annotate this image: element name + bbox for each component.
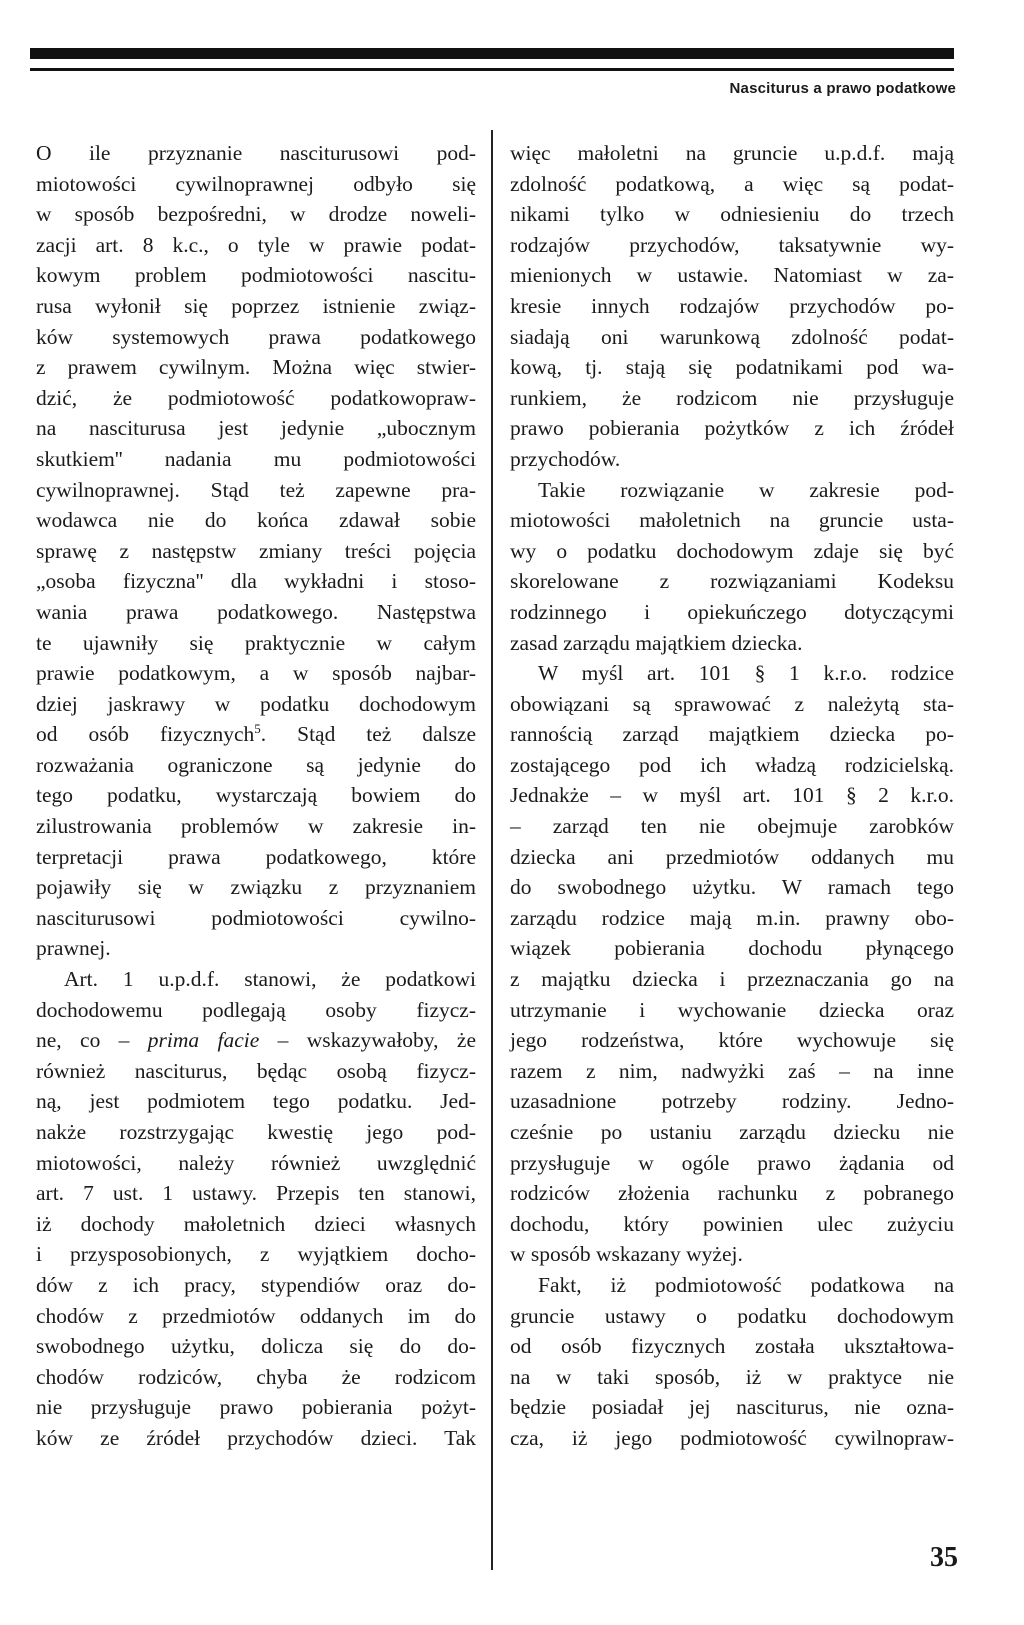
text-line: nakże rozstrzygając kwestię jego pod- bbox=[36, 1120, 476, 1144]
text-line: rodziców złożenia rachunku z pobranego bbox=[510, 1181, 954, 1206]
text-line: przychodów. bbox=[510, 446, 621, 471]
text-line: rodzinnego i opiekuńczego dotyczącymi bbox=[510, 599, 954, 624]
footnote-reference: 5 bbox=[254, 721, 261, 737]
text-line: rusa wyłonił się poprzez istnienie związ- bbox=[36, 293, 476, 318]
text-line: ków systemowych prawa podatkowego bbox=[36, 324, 476, 349]
text-line: na nasciturusa jest jedynie „ubocznym bbox=[36, 416, 476, 441]
text-line: rodzajów przychodów, taksatywnie wy- bbox=[510, 232, 954, 257]
text-line: „osoba fizyczna'' dla wykładni i stoso- bbox=[36, 569, 476, 594]
text-line: kresie innych rodzajów przychodów po- bbox=[510, 293, 954, 318]
text-line: nasciturusowi podmiotowości cywilno- bbox=[36, 905, 476, 930]
text-line: ną, jest podmiotem tego podatku. Jed- bbox=[36, 1089, 476, 1114]
text-line: nikami tylko w odniesieniu do trzech bbox=[510, 202, 954, 227]
text-line: iż dochody małoletnich dzieci własnych bbox=[36, 1211, 476, 1236]
text-line: gruncie ustawy o podatku dochodowym bbox=[510, 1303, 954, 1328]
text-line: zacji art. 8 k.c., o tyle w prawie podat- bbox=[36, 232, 476, 257]
text-line: dzić, że podmiotowość podatkowopraw- bbox=[36, 385, 476, 410]
text-line: prawnej. bbox=[36, 936, 111, 961]
text-line: nie przysługuje prawo pobierania pożyt- bbox=[36, 1395, 476, 1420]
text-line: pojawiły się w związku z przyznaniem bbox=[36, 875, 476, 900]
text-line: wy o podatku dochodowym zdaje się być bbox=[510, 538, 954, 563]
text-line: skorelowane z rozwiązaniami Kodeksu bbox=[510, 569, 954, 594]
text-line: jego rodzeństwa, które wychowuje się bbox=[510, 1028, 954, 1053]
text-line: kowym problem podmiotowości nascitu- bbox=[36, 263, 476, 288]
right-column bbox=[510, 138, 954, 1454]
text-line: do swobodnego użytku. W ramach tego bbox=[510, 875, 954, 900]
text-line: Takie rozwiązanie w zakresie pod- bbox=[538, 477, 954, 502]
text-line: skutkiem'' nadania mu podmiotowości bbox=[36, 446, 476, 471]
text-line: O ile przyznanie nasciturusowi pod- bbox=[36, 141, 476, 165]
text-line: zostającego pod ich władzą rodzicielską. bbox=[510, 752, 954, 777]
text-line: z prawem cywilnym. Można więc stwier- bbox=[36, 355, 476, 380]
text-line: zasad zarządu majątkiem dziecka. bbox=[510, 630, 803, 655]
running-title: Nasciturus a prawo podatkowe bbox=[729, 80, 956, 97]
text-line: te ujawniły się praktycznie w całym bbox=[36, 630, 476, 655]
text-line: rannością zarząd majątkiem dziecka po- bbox=[510, 722, 954, 747]
text-line: chodów rodziców, chyba że rodzicom bbox=[36, 1364, 476, 1389]
text-line: cza, iż jego podmiotowość cywilnopraw- bbox=[510, 1425, 954, 1450]
text-line: W myśl art. 101 § 1 k.r.o. rodzice bbox=[538, 661, 954, 686]
text-line: dów z ich pracy, stypendiów oraz do- bbox=[36, 1272, 476, 1297]
text-line: prawie podatkowym, a w sposób najbar- bbox=[36, 661, 476, 686]
text-segment: od osób fizycznych bbox=[36, 722, 255, 747]
text-line: wodawca nie do końca zdawał sobie bbox=[36, 508, 476, 533]
text-line-with-italic bbox=[36, 1025, 476, 1056]
text-line: obowiązani są sprawować z należytą sta- bbox=[510, 691, 954, 716]
text-line: cześnie po ustaniu zarządu dziecku nie bbox=[510, 1120, 954, 1144]
text-line: i przysposobionych, z wyjątkiem docho- bbox=[36, 1242, 476, 1267]
text-line-with-footnote bbox=[36, 719, 476, 750]
text-line: dziecka ani przedmiotów oddanych mu bbox=[510, 844, 954, 869]
header-rule-thick bbox=[30, 48, 954, 59]
text-line: tego podatku, wystarczają bowiem do bbox=[36, 783, 476, 808]
text-line: terpretacji prawa podatkowego, które bbox=[36, 844, 476, 869]
text-line: miotowości cywilnoprawnej odbyło się bbox=[36, 171, 476, 196]
text-line: na w taki sposób, iż w praktyce nie bbox=[510, 1364, 954, 1389]
text-line: dziej jaskrawy w podatku dochodowym bbox=[36, 691, 476, 716]
text-line: uzasadnione potrzeby rodziny. Jedno- bbox=[510, 1089, 954, 1114]
text-line: cywilnoprawnej. Stąd też zapewne pra- bbox=[36, 477, 476, 502]
text-line: w sposób bezpośredni, w drodze noweli- bbox=[36, 202, 476, 227]
text-line: również nasciturus, będąc osobą fizycz- bbox=[36, 1058, 476, 1083]
text-line: Art. 1 u.p.d.f. stanowi, że podatkowi bbox=[64, 967, 476, 992]
text-line: siadają oni warunkową zdolność podat- bbox=[510, 324, 954, 349]
text-line: runkiem, że rodzicom nie przysługuje bbox=[510, 385, 954, 410]
text-line: przysługuje w ogóle prawo żądania od bbox=[510, 1150, 954, 1175]
text-line: miotowości małoletnich na gruncie usta- bbox=[510, 508, 954, 533]
italic-phrase: prima facie bbox=[147, 1028, 260, 1053]
column-divider bbox=[491, 130, 493, 1570]
text-segment: – wskazywałoby, że bbox=[259, 1028, 476, 1053]
text-line: od osób fizycznych została ukształtowa- bbox=[510, 1334, 954, 1359]
text-line: utrzymanie i wychowanie dziecka oraz bbox=[510, 997, 954, 1022]
text-line: ków ze źródeł przychodów dzieci. Tak bbox=[36, 1425, 476, 1450]
header-rule-thin bbox=[30, 68, 954, 71]
page-number: 35 bbox=[930, 1542, 958, 1573]
text-line: więc małoletni na gruncie u.p.d.f. mają bbox=[510, 141, 954, 165]
text-line: art. 7 ust. 1 ustawy. Przepis ten stanowi, bbox=[36, 1181, 476, 1206]
text-line: Jednakże – w myśl art. 101 § 2 k.r.o. bbox=[510, 783, 954, 808]
text-line: miotowości, należy również uwzględnić bbox=[36, 1150, 476, 1175]
text-line: sprawę z następstw zmiany treści pojęcia bbox=[36, 538, 476, 563]
text-line: w sposób wskazany wyżej. bbox=[510, 1242, 743, 1267]
text-line: kową, tj. stają się podatnikami pod wa- bbox=[510, 355, 954, 380]
text-line: będzie posiadał jej nasciturus, nie ozna- bbox=[510, 1395, 954, 1420]
text-line: Fakt, iż podmiotowość podatkowa na bbox=[538, 1272, 954, 1297]
text-line: wiązek pobierania dochodu płynącego bbox=[510, 936, 954, 961]
text-line: – zarząd ten nie obejmuje zarobków bbox=[510, 814, 954, 839]
text-line: rozważania ograniczone są jedynie do bbox=[36, 752, 476, 777]
text-line: mienionych w ustawie. Natomiast w za- bbox=[510, 263, 954, 288]
text-line: wania prawa podatkowego. Następstwa bbox=[36, 599, 476, 624]
text-line: razem z nim, nadwyżki zaś – na inne bbox=[510, 1058, 954, 1083]
text-line: dochodowemu podlegają osoby fizycz- bbox=[36, 997, 476, 1022]
text-line: prawo pobierania pożytków z ich źródeł bbox=[510, 416, 954, 441]
text-segment: . Stąd też dalsze bbox=[260, 722, 476, 747]
text-line: z majątku dziecka i przeznaczania go na bbox=[510, 967, 954, 992]
text-line: zdolność podatkową, a więc są podat- bbox=[510, 171, 954, 196]
text-segment: ne, co – bbox=[36, 1028, 148, 1053]
text-line: swobodnego użytku, dolicza się do do- bbox=[36, 1334, 476, 1359]
text-line: chodów z przedmiotów oddanych im do bbox=[36, 1303, 476, 1328]
text-line: zarządu rodzice mają m.in. prawny obo- bbox=[510, 905, 954, 930]
text-line: zilustrowania problemów w zakresie in- bbox=[36, 814, 476, 839]
left-column bbox=[36, 138, 476, 1454]
text-line: dochodu, który powinien ulec zużyciu bbox=[510, 1211, 954, 1236]
